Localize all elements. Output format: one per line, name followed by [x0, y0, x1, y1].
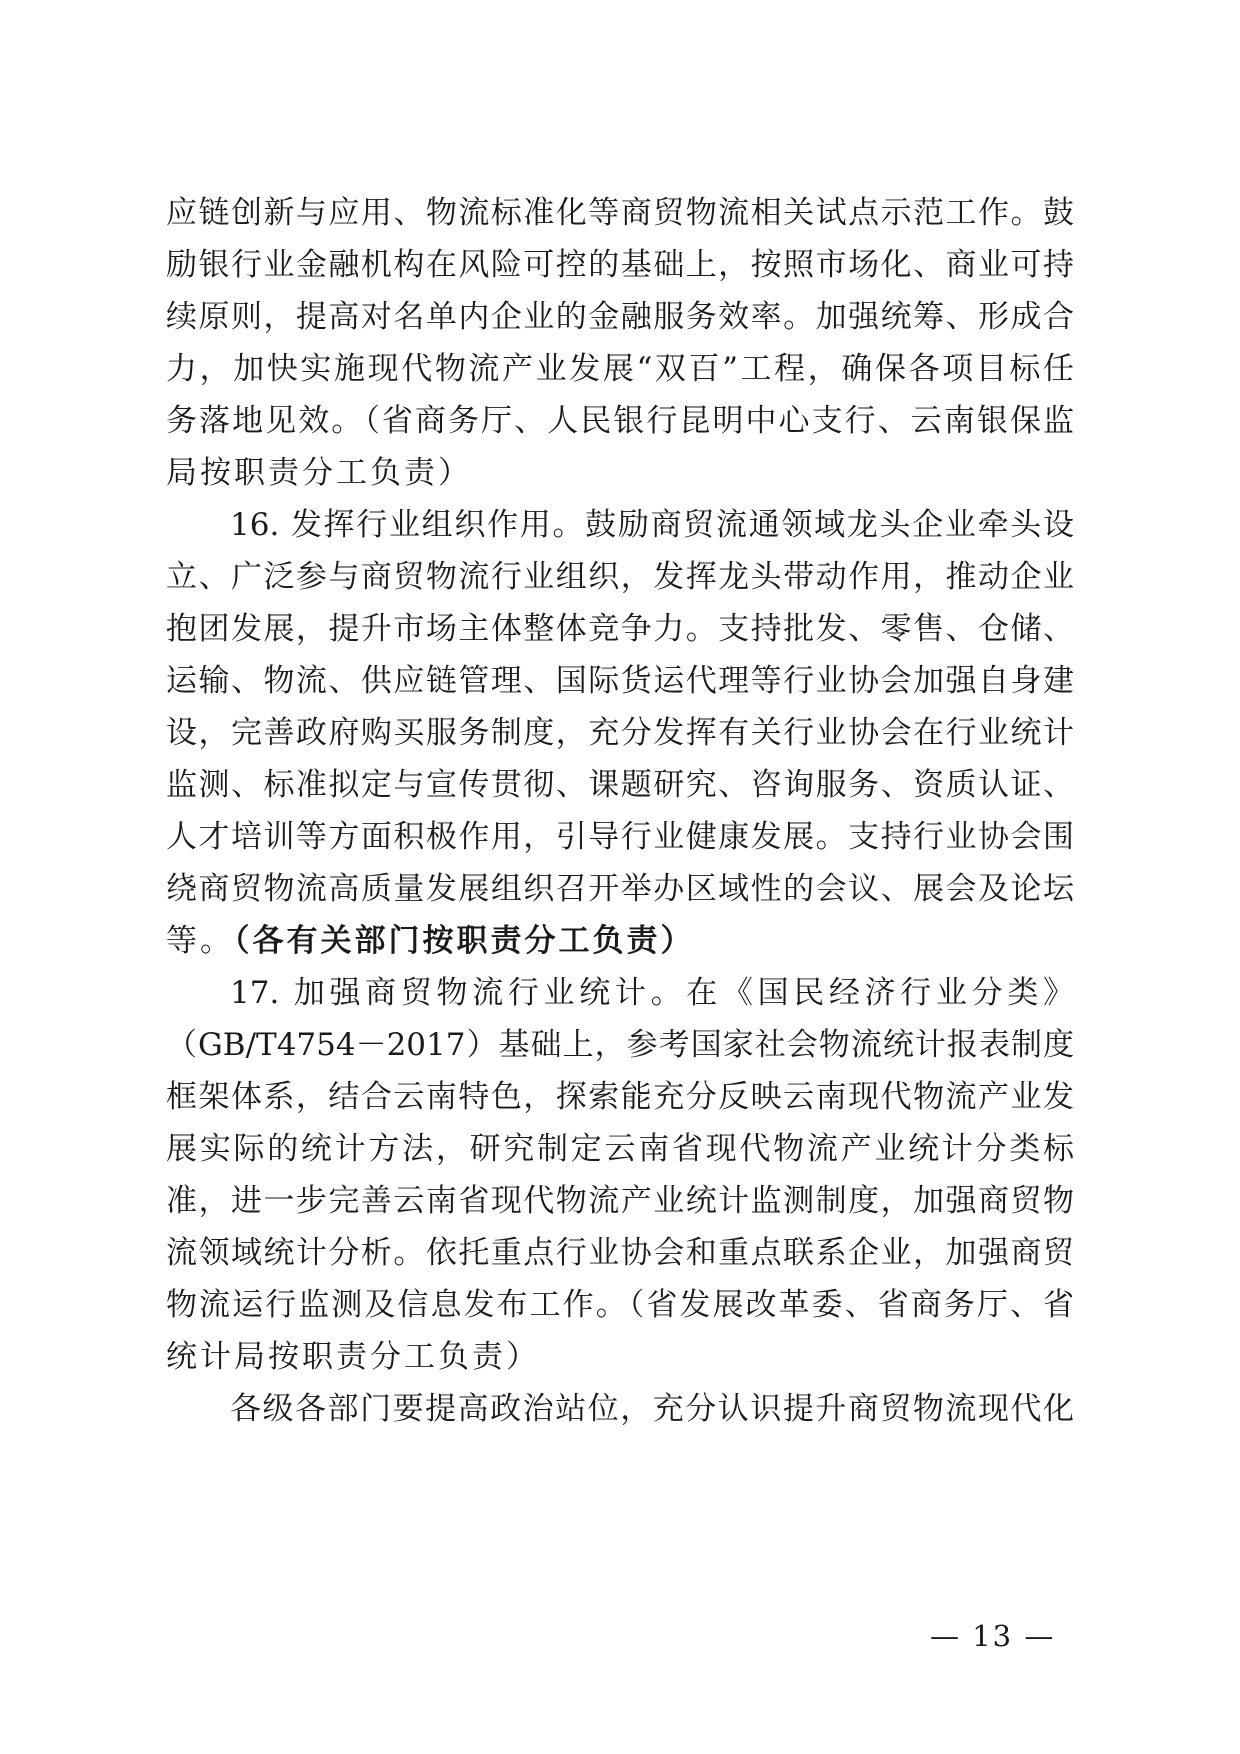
item-17-heading-line: 17. 加强商贸物流行业统计。在《国民经济行业分类》 [230, 975, 1074, 1011]
body-text-line: 励银行业金融机构在风险可控的基础上，按照市场化、商业可持 [166, 247, 1074, 283]
body-text-line: 立、广泛参与商贸物流行业组织，发挥龙头带动作用，推动企业 [166, 559, 1074, 595]
body-text-line: 应链创新与应用、物流标准化等商贸物流相关试点示范工作。鼓 [166, 195, 1074, 231]
body-text-line: 力，加快实施现代物流产业发展“双百”工程，确保各项目标任 [166, 351, 1074, 387]
body-text-line: 统计局按职责分工负责） [166, 1339, 540, 1375]
page-number: — 13 — [930, 1619, 1056, 1653]
closing-paragraph-line: 各级各部门要提高政治站位，充分认识提升商贸物流现代化 [230, 1391, 1074, 1427]
body-text-line: 框架体系，结合云南特色，探索能充分反映云南现代物流产业发 [166, 1079, 1074, 1115]
item-16-heading-line: 16. 发挥行业组织作用。鼓励商贸流通领域龙头企业牵头设 [230, 507, 1074, 543]
body-text-line: 监测、标准拟定与宣传贯彻、课题研究、咨询服务、资质认证、 [166, 767, 1074, 803]
body-text-line: 局按职责分工负责） [166, 455, 472, 491]
body-text-line: （GB/T4754－2017）基础上，参考国家社会物流统计报表制度 [166, 1027, 1074, 1063]
body-text-line: 续原则，提高对名单内企业的金融服务效率。加强统筹、形成合 [166, 299, 1074, 335]
body-text-line: 准，进一步完善云南省现代物流产业统计监测制度，加强商贸物 [166, 1183, 1074, 1219]
body-text-line: 展实际的统计方法，研究制定云南省现代物流产业统计分类标 [166, 1131, 1074, 1167]
text-fragment: 等。 [166, 923, 234, 959]
body-text-line: 运输、物流、供应链管理、国际货运代理等行业协会加强自身建 [166, 663, 1074, 699]
body-text-line: 人才培训等方面积极作用，引导行业健康发展。支持行业协会围 [166, 819, 1074, 855]
body-text-line [166, 921, 1074, 961]
body-text-line: 物流运行监测及信息发布工作。（省发展改革委、省商务厅、省 [166, 1287, 1074, 1323]
body-text-line: 绕商贸物流高质量发展组织召开举办区域性的会议、展会及论坛 [166, 871, 1074, 907]
body-text-line: 抱团发展，提升市场主体整体竞争力。支持批发、零售、仓储、 [166, 611, 1074, 647]
body-text-line: 设，完善政府购买服务制度，充分发挥有关行业协会在行业统计 [166, 715, 1074, 751]
body-text-line: 务落地见效。（省商务厅、人民银行昆明中心支行、云南银保监 [166, 403, 1074, 439]
body-text-line: 流领域统计分析。依托重点行业协会和重点联系企业，加强商贸 [166, 1235, 1074, 1271]
responsibility-note: （各有关部门按职责分工负责） [234, 923, 695, 959]
